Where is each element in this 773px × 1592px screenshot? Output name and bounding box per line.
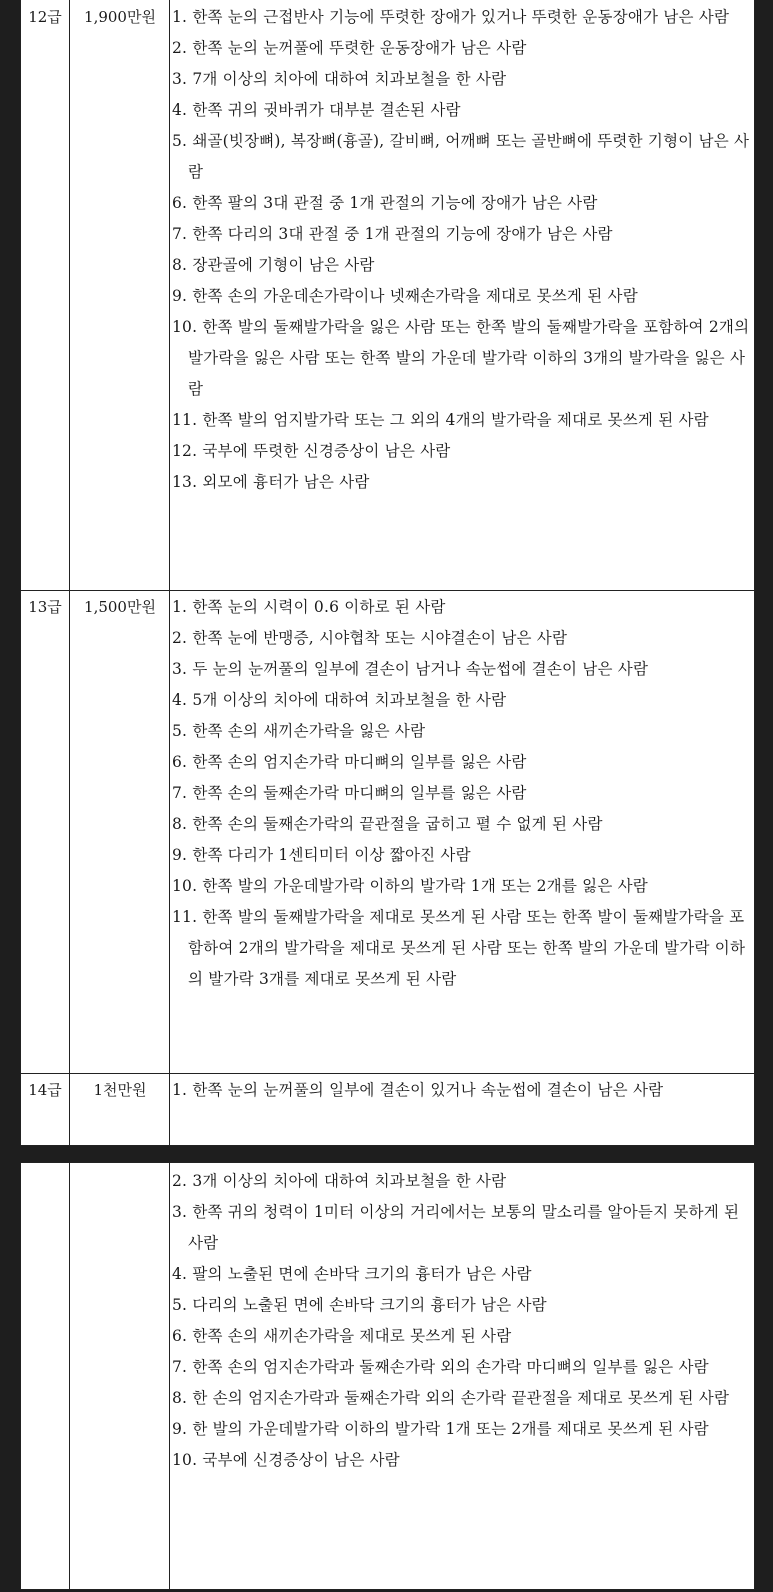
column-divider — [69, 0, 70, 1145]
list-item: 3. 한쪽 귀의 청력이 1미터 이상의 거리에서는 보통의 말소리를 알아듣지 못하게 된 사람 — [172, 1203, 740, 1252]
list-item: 5. 한쪽 손의 새끼손가락을 잃은 사람 — [172, 722, 426, 740]
list-item: 8. 한 손의 엄지손가락과 둘째손가락 외의 손가락 끝관절을 제대로 못쓰게 된 사람 — [172, 1389, 730, 1407]
list-item: 2. 한쪽 눈의 눈꺼풀에 뚜렷한 운동장애가 남은 사람 — [172, 39, 527, 57]
grade-label: 13급 — [28, 598, 62, 616]
list-item: 7. 한쪽 손의 둘째손가락 마디뼈의 일부를 잃은 사람 — [172, 784, 527, 802]
list-item: 5. 다리의 노출된 면에 손바닥 크기의 흉터가 남은 사람 — [172, 1296, 547, 1314]
list-item: 2. 3개 이상의 치아에 대하여 치과보철을 한 사람 — [172, 1172, 507, 1190]
list-item: 13. 외모에 흉터가 남은 사람 — [172, 473, 370, 491]
list-item: 5. 쇄골(빗장뼈), 복장뼈(흉골), 갈비뼈, 어깨뼈 또는 골반뼈에 뚜렷한 기형이 남은 사람 — [172, 132, 750, 181]
list-item: 4. 한쪽 귀의 귓바퀴가 대부분 결손된 사람 — [172, 101, 461, 119]
list-item: 4. 팔의 노출된 면에 손바닥 크기의 흉터가 남은 사람 — [172, 1265, 532, 1283]
list-item: 1. 한쪽 눈의 시력이 0.6 이하로 된 사람 — [172, 598, 446, 616]
list-item: 1. 한쪽 눈의 근접반사 기능에 뚜렷한 장애가 있거나 뚜렷한 운동장애가 남은 사람 — [172, 8, 730, 26]
compensation-amount: 1,900만원 — [84, 8, 156, 26]
list-item: 8. 한쪽 손의 둘째손가락의 끝관절을 굽히고 펼 수 없게 된 사람 — [172, 815, 603, 833]
condition-list — [172, 592, 750, 995]
list-item: 12. 국부에 뚜렷한 신경증상이 남은 사람 — [172, 442, 451, 460]
column-divider — [169, 1163, 170, 1589]
condition-list — [172, 1075, 750, 1106]
list-item: 7. 한쪽 다리의 3대 관절 중 1개 관절의 기능에 장애가 남은 사람 — [172, 225, 613, 243]
list-item: 8. 장관골에 기형이 남은 사람 — [172, 256, 375, 274]
list-item: 10. 한쪽 발의 가운데발가락 이하의 발가락 1개 또는 2개를 잃은 사람 — [172, 877, 648, 895]
row-divider — [21, 590, 754, 591]
condition-list — [172, 2, 750, 498]
compensation-amount: 1,500만원 — [84, 598, 156, 616]
list-item: 3. 두 눈의 눈꺼풀의 일부에 결손이 남거나 속눈썹에 결손이 남은 사람 — [172, 660, 649, 678]
list-item: 6. 한쪽 손의 새끼손가락을 제대로 못쓰게 된 사람 — [172, 1327, 512, 1345]
grade-label: 14급 — [28, 1081, 62, 1099]
list-item: 7. 한쪽 손의 엄지손가락과 둘째손가락 외의 손가락 마디뼈의 일부를 잃은 사람 — [172, 1358, 709, 1376]
column-divider — [69, 1163, 70, 1589]
list-item: 11. 한쪽 발의 둘째발가락을 제대로 못쓰게 된 사람 또는 한쪽 발이 둘째발가락을 포함하여 2개의 발가락을 제대로 못쓰게 된 사람 또는 한쪽 발의 가운데 발가락 이하의 발가락 3개를 제대로 못쓰게 된 사람 — [172, 908, 746, 988]
list-item: 4. 5개 이상의 치아에 대하여 치과보철을 한 사람 — [172, 691, 507, 709]
list-item: 6. 한쪽 손의 엄지손가락 마디뼈의 일부를 잃은 사람 — [172, 753, 527, 771]
row-divider — [21, 1073, 754, 1074]
disability-grade-table — [20, 0, 755, 1146]
disability-grade-table-continued — [20, 1162, 755, 1590]
list-item: 2. 한쪽 눈에 반맹증, 시야협착 또는 시야결손이 남은 사람 — [172, 629, 568, 647]
list-item: 9. 한쪽 손의 가운데손가락이나 넷째손가락을 제대로 못쓰게 된 사람 — [172, 287, 638, 305]
list-item: 10. 한쪽 발의 둘째발가락을 잃은 사람 또는 한쪽 발의 둘째발가락을 포함하여 2개의 발가락을 잃은 사람 또는 한쪽 발의 가운데 발가락 이하의 3개의 발가락을 잃은 사람 — [172, 318, 750, 398]
grade-label: 12급 — [28, 8, 62, 26]
list-item: 3. 7개 이상의 치아에 대하여 치과보철을 한 사람 — [172, 70, 507, 88]
column-divider — [169, 0, 170, 1145]
list-item: 1. 한쪽 눈의 눈꺼풀의 일부에 결손이 있거나 속눈썹에 결손이 남은 사람 — [172, 1081, 664, 1099]
list-item: 6. 한쪽 팔의 3대 관절 중 1개 관절의 기능에 장애가 남은 사람 — [172, 194, 598, 212]
list-item: 11. 한쪽 발의 엄지발가락 또는 그 외의 4개의 발가락을 제대로 못쓰게 된 사람 — [172, 411, 709, 429]
list-item: 9. 한 발의 가운데발가락 이하의 발가락 1개 또는 2개를 제대로 못쓰게 된 사람 — [172, 1420, 709, 1438]
condition-list — [172, 1166, 750, 1476]
list-item: 10. 국부에 신경증상이 남은 사람 — [172, 1451, 400, 1469]
list-item: 9. 한쪽 다리가 1센티미터 이상 짧아진 사람 — [172, 846, 471, 864]
compensation-amount: 1천만원 — [93, 1081, 147, 1099]
